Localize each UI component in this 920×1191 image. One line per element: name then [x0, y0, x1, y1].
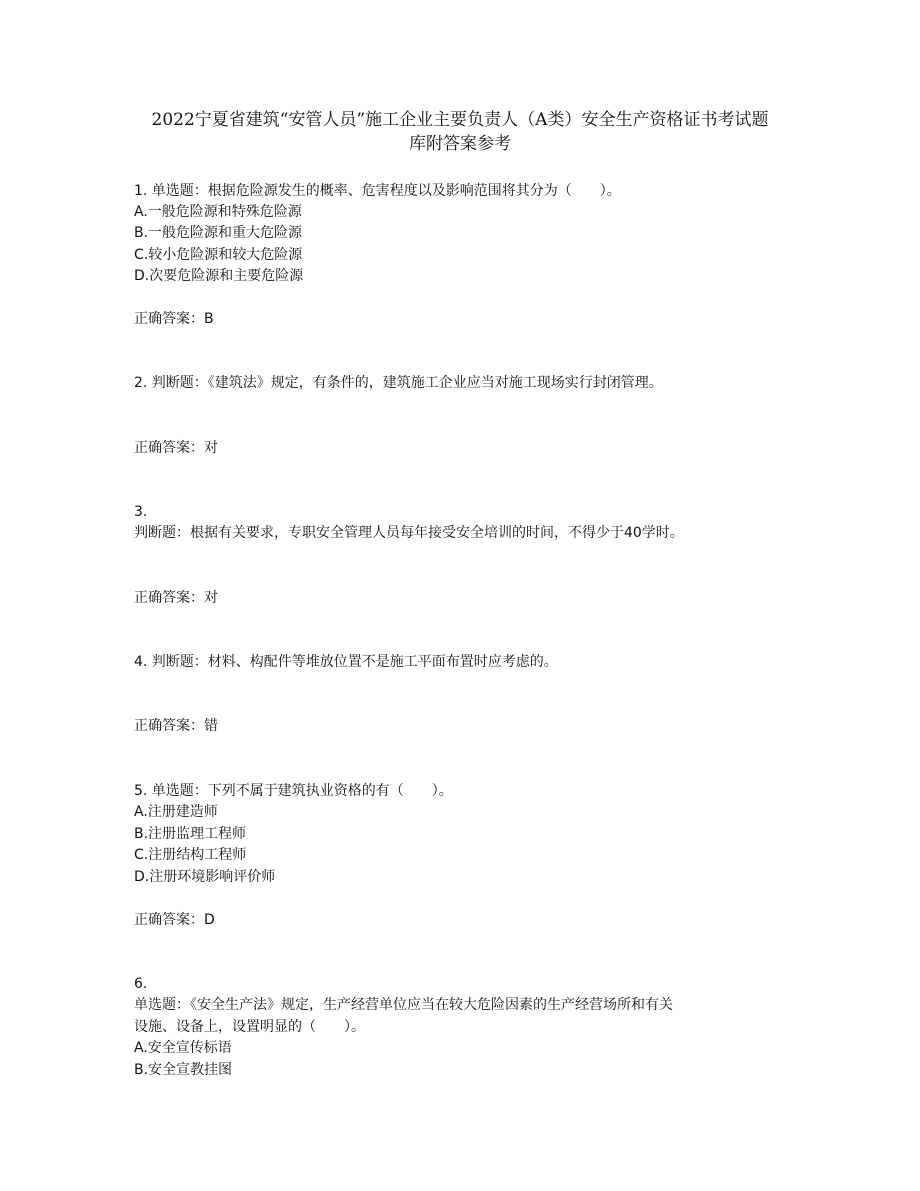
- option-d: D.次要危险源和主要危险源: [134, 268, 304, 284]
- option-a: A.注册建造师: [134, 804, 218, 820]
- question-stem: 2. 判断题：《建筑法》规定，有条件的，建筑施工企业应当对施工现场实行封闭管理。: [134, 375, 663, 391]
- option-a: A.安全宣传标语: [134, 1040, 232, 1056]
- question-stem-line-2: 设施、设备上，设置明显的（ ）。: [134, 1019, 365, 1035]
- question-stem: 判断题：根据有关要求，专职安全管理人员每年接受安全培训的时间，不得少于40学时。: [134, 525, 684, 541]
- correct-answer: 正确答案：B: [134, 311, 214, 327]
- option-c: C.注册结构工程师: [134, 847, 247, 863]
- option-b: B.一般危险源和重大危险源: [134, 225, 303, 241]
- question-stem: 4. 判断题：材料、构配件等堆放位置不是施工平面布置时应考虑的。: [134, 654, 558, 670]
- correct-answer: 正确答案：对: [134, 590, 218, 606]
- question-stem: 5. 单选题：下列不属于建筑执业资格的有（ ）。: [134, 783, 453, 799]
- option-a: A.一般危险源和特殊危险源: [134, 204, 302, 220]
- question-stem: 1. 单选题：根据危险源发生的概率、危害程度以及影响范围将其分为（ ）。: [134, 183, 621, 199]
- correct-answer: 正确答案：D: [134, 912, 215, 928]
- question-stem-line-1: 单选题：《安全生产法》规定，生产经营单位应当在较大危险因素的生产经营场所和有关: [134, 997, 673, 1013]
- question-number: 6.: [134, 976, 148, 992]
- title-line-2: 库附答案参考: [409, 134, 511, 154]
- correct-answer: 正确答案：对: [134, 440, 218, 456]
- option-b: B.注册监理工程师: [134, 826, 247, 842]
- title-line-1: 2022宁夏省建筑“安管人员”施工企业主要负责人（A类）安全生产资格证书考试题: [151, 110, 769, 130]
- correct-answer: 正确答案：错: [134, 718, 218, 734]
- option-d: D.注册环境影响评价师: [134, 869, 276, 885]
- question-number: 3.: [134, 504, 148, 520]
- option-c: C.较小危险源和较大危险源: [134, 247, 303, 263]
- option-b: B.安全宣教挂图: [134, 1062, 233, 1078]
